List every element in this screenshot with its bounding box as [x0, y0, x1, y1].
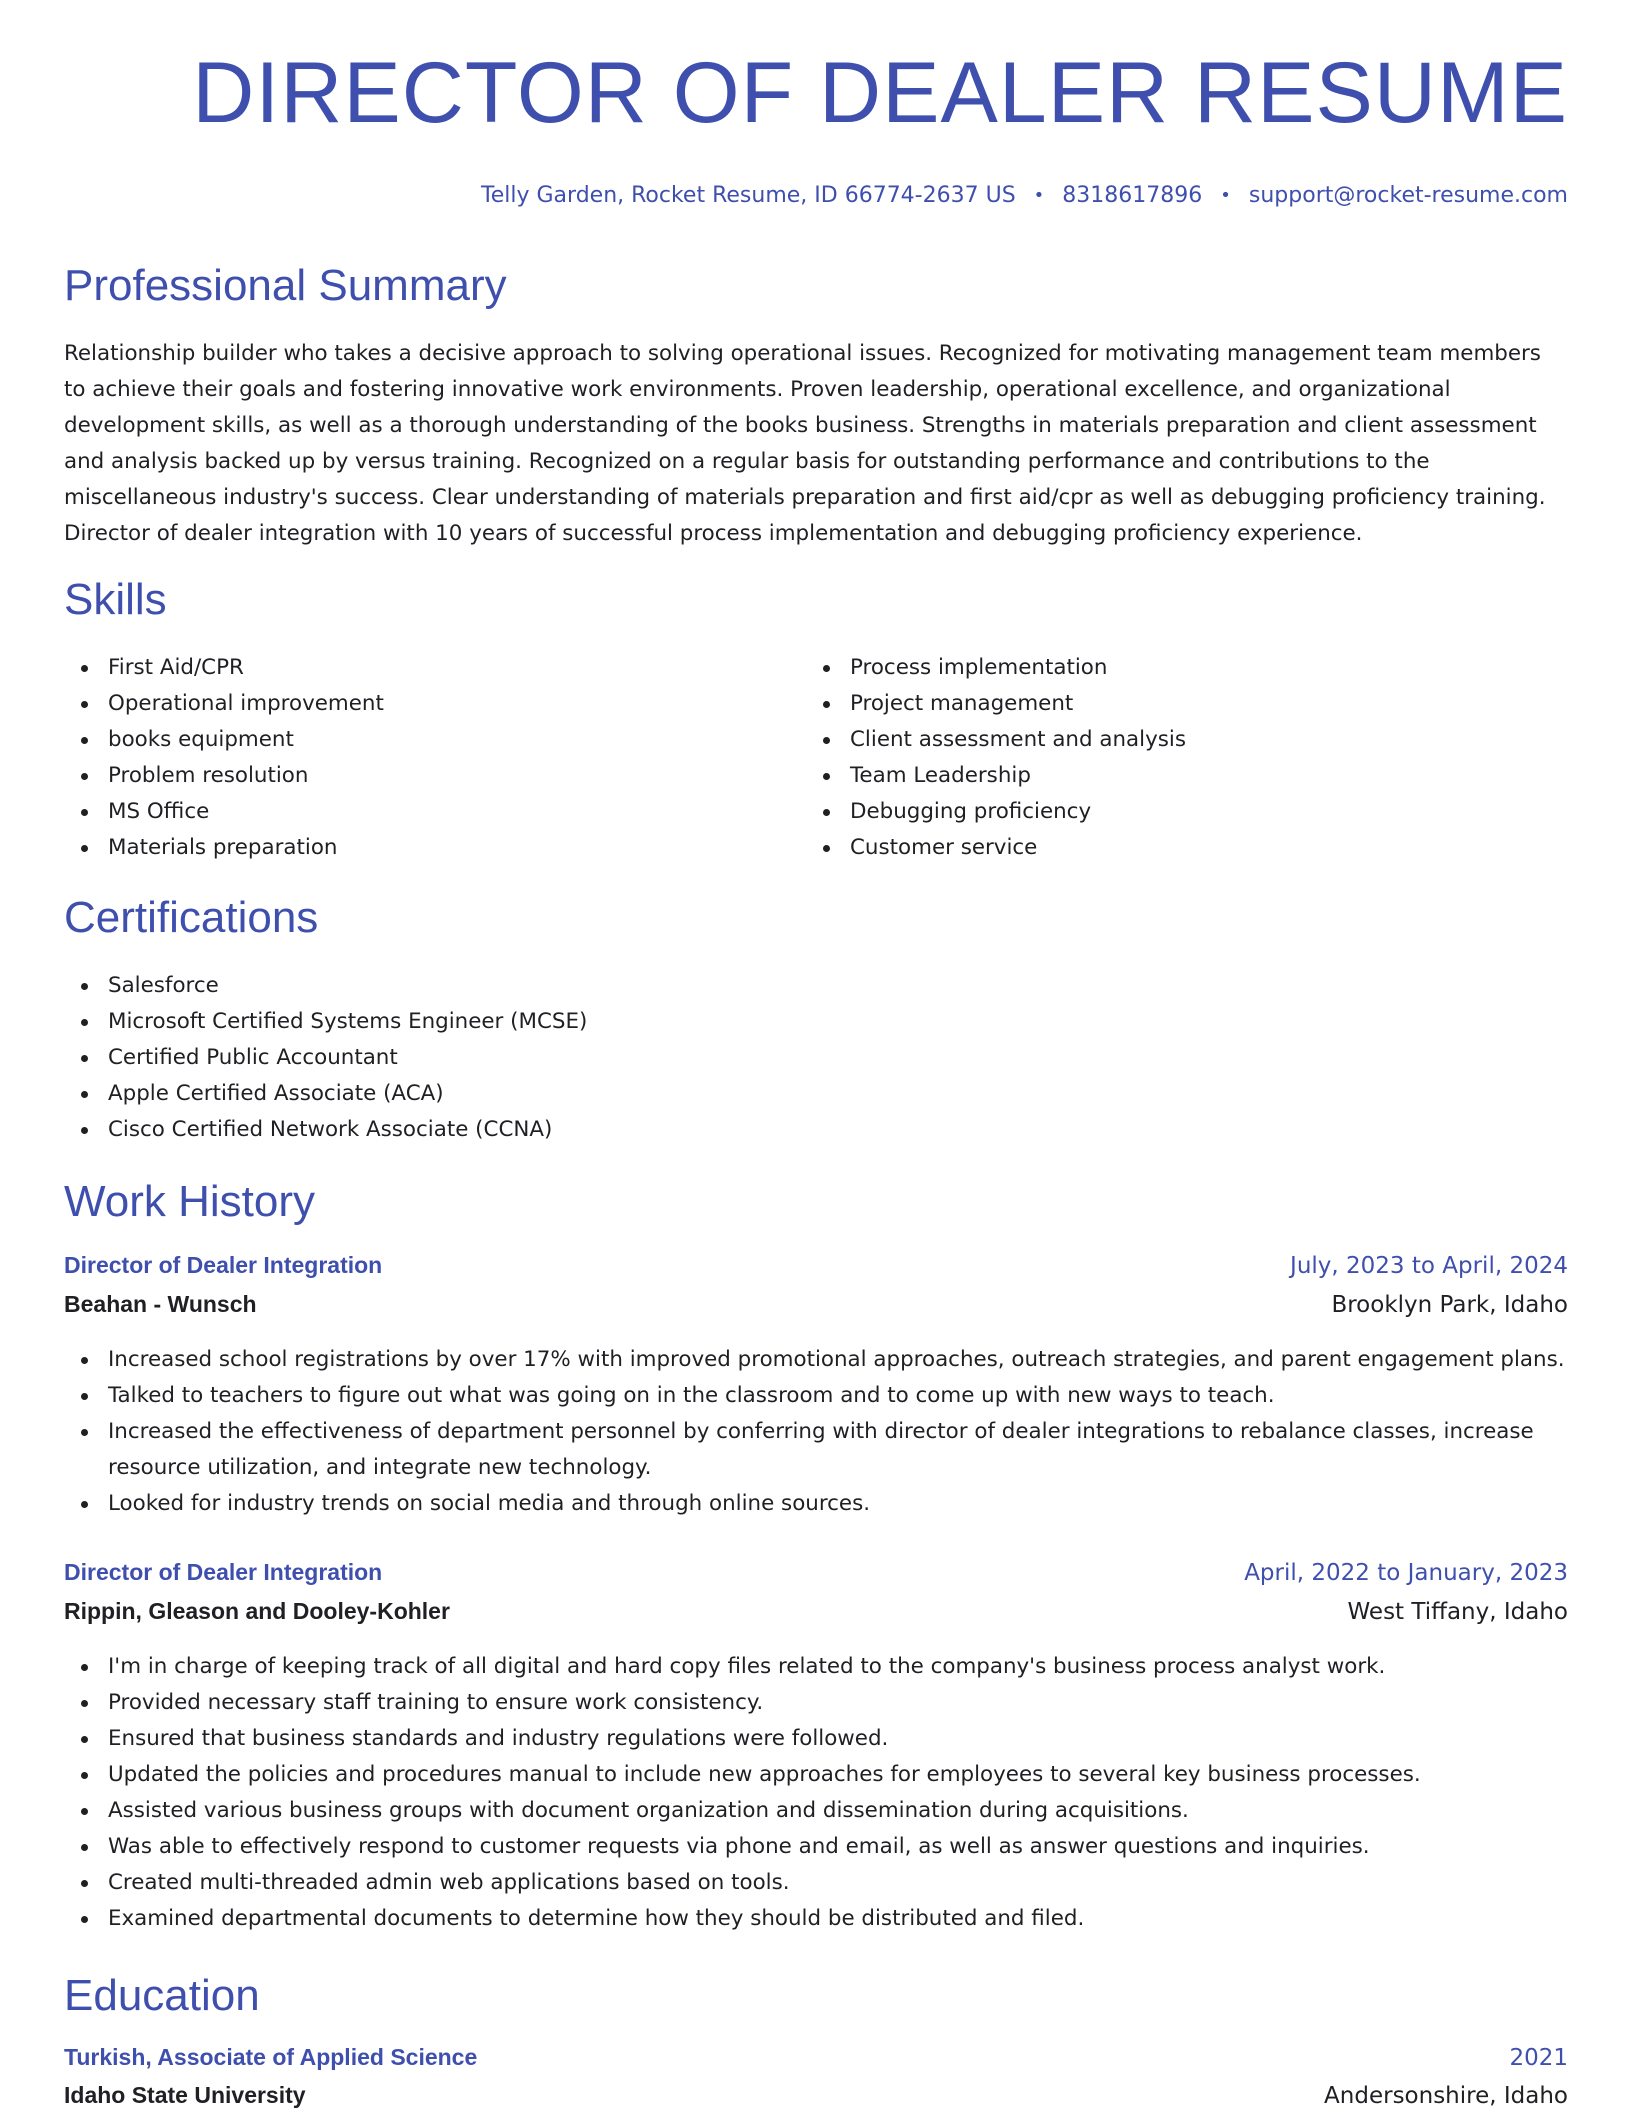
job-title: Director of Dealer Integration: [64, 1252, 383, 1278]
list-item: Talked to teachers to figure out what was going on in the classroom and to come up with new ways to teach.: [64, 1378, 1568, 1414]
summary-heading: Professional Summary: [64, 261, 507, 310]
education-year: 2021: [1509, 2045, 1568, 2071]
list-item: Process implementation: [806, 650, 1546, 686]
list-item: Apple Certified Associate (ACA): [64, 1076, 1568, 1112]
skills-heading: Skills: [64, 575, 167, 624]
job-employer-row: [64, 1598, 1568, 1625]
education-school-row: [64, 2082, 1568, 2109]
list-item: MS Office: [64, 794, 804, 830]
list-item: Provided necessary staff training to ensure work consistency.: [64, 1685, 1568, 1721]
education-school: Idaho State University: [64, 2082, 306, 2108]
list-item: Project management: [806, 686, 1546, 722]
list-item: Team Leadership: [806, 758, 1546, 794]
job-duties-list: [64, 1342, 1568, 1522]
list-item: Was able to effectively respond to customer requests via phone and email, as well as answer questions and inquiries.: [64, 1829, 1568, 1865]
list-item: Increased the effectiveness of department personnel by conferring with director of dealer integrations to rebalance classes, increase resource utilization, and integrate new technology.: [64, 1414, 1568, 1486]
education-location: Andersonshire, Idaho: [1324, 2083, 1568, 2109]
job-dates: April, 2022 to January, 2023: [1244, 1560, 1568, 1586]
job-location: West Tiffany, Idaho: [1347, 1599, 1568, 1625]
job-header: [64, 1559, 1568, 1586]
list-item: First Aid/CPR: [64, 650, 804, 686]
list-item: Problem resolution: [64, 758, 804, 794]
list-item: Assisted various business groups with document organization and dissemination during acquisitions.: [64, 1793, 1568, 1829]
summary-text: Relationship builder who takes a decisive approach to solving operational issues. Recognized for motivating management team members to achieve their goals and fostering innovative work environments. Proven leadership, operational excellence, and organizational development skills, as well as a thorough understanding of the books business. Strengths in materials preparation and client assessment and analysis backed up by versus training. Recognized on a regular basis for outstanding performance and contributions to the miscellaneous industry's success. Clear understanding of materials preparation and first aid/cpr as well as debugging proficiency training. Director of dealer integration with 10 years of successful process implementation and debugging proficiency experience.: [64, 341, 1546, 546]
job-employer-row: [64, 1291, 1568, 1318]
job-location: Brooklyn Park, Idaho: [1331, 1292, 1568, 1318]
list-item: Debugging proficiency: [806, 794, 1546, 830]
list-item: Increased school registrations by over 17% with improved promotional approaches, outreach strategies, and parent engagement plans.: [64, 1342, 1568, 1378]
list-item: Client assessment and analysis: [806, 722, 1546, 758]
list-item: Materials preparation: [64, 830, 804, 866]
job-company: Rippin, Gleason and Dooley-Kohler: [64, 1598, 450, 1624]
job-dates: July, 2023 to April, 2024: [1290, 1253, 1568, 1279]
contact-phone: 8318617896: [1062, 183, 1203, 208]
resume-title: DIRECTOR OF DEALER RESUME: [192, 45, 1568, 141]
list-item: Microsoft Certified Systems Engineer (MCSE): [64, 1004, 1568, 1040]
list-item: Operational improvement: [64, 686, 804, 722]
work-history-heading: Work History: [64, 1177, 315, 1226]
list-item: Created multi-threaded admin web applications based on tools.: [64, 1865, 1568, 1901]
list-item: Cisco Certified Network Associate (CCNA): [64, 1112, 1568, 1148]
list-item: books equipment: [64, 722, 804, 758]
education-degree: Turkish, Associate of Applied Science: [64, 2044, 478, 2070]
list-item: Examined departmental documents to determine how they should be distributed and filed.: [64, 1901, 1568, 1937]
list-item: I'm in charge of keeping track of all digital and hard copy files related to the company's business process analyst work.: [64, 1649, 1568, 1685]
job-duties-list: [64, 1649, 1568, 1937]
contact-line: [481, 183, 1568, 208]
list-item: Certified Public Accountant: [64, 1040, 1568, 1076]
job-header: [64, 1252, 1568, 1279]
list-item: Customer service: [806, 830, 1546, 866]
contact-email: support@rocket-resume.com: [1248, 183, 1568, 208]
job-company: Beahan - Wunsch: [64, 1291, 257, 1317]
job-title: Director of Dealer Integration: [64, 1559, 383, 1585]
contact-separator: •: [1220, 185, 1231, 206]
contact-address: Telly Garden, Rocket Resume, ID 66774-2637 US: [481, 183, 1016, 208]
list-item: Updated the policies and procedures manual to include new approaches for employees to several key business processes.: [64, 1757, 1568, 1793]
skills-list-right: [806, 650, 1546, 866]
list-item: Looked for industry trends on social media and through online sources.: [64, 1486, 1568, 1522]
list-item: Ensured that business standards and industry regulations were followed.: [64, 1721, 1568, 1757]
skills-list-left: [64, 650, 804, 866]
certifications-list: [64, 968, 1568, 1148]
contact-separator: •: [1033, 185, 1045, 206]
certifications-heading: Certifications: [64, 893, 319, 942]
list-item: Salesforce: [64, 968, 1568, 1004]
education-header: [64, 2044, 1568, 2071]
education-heading: Education: [64, 1971, 260, 2020]
